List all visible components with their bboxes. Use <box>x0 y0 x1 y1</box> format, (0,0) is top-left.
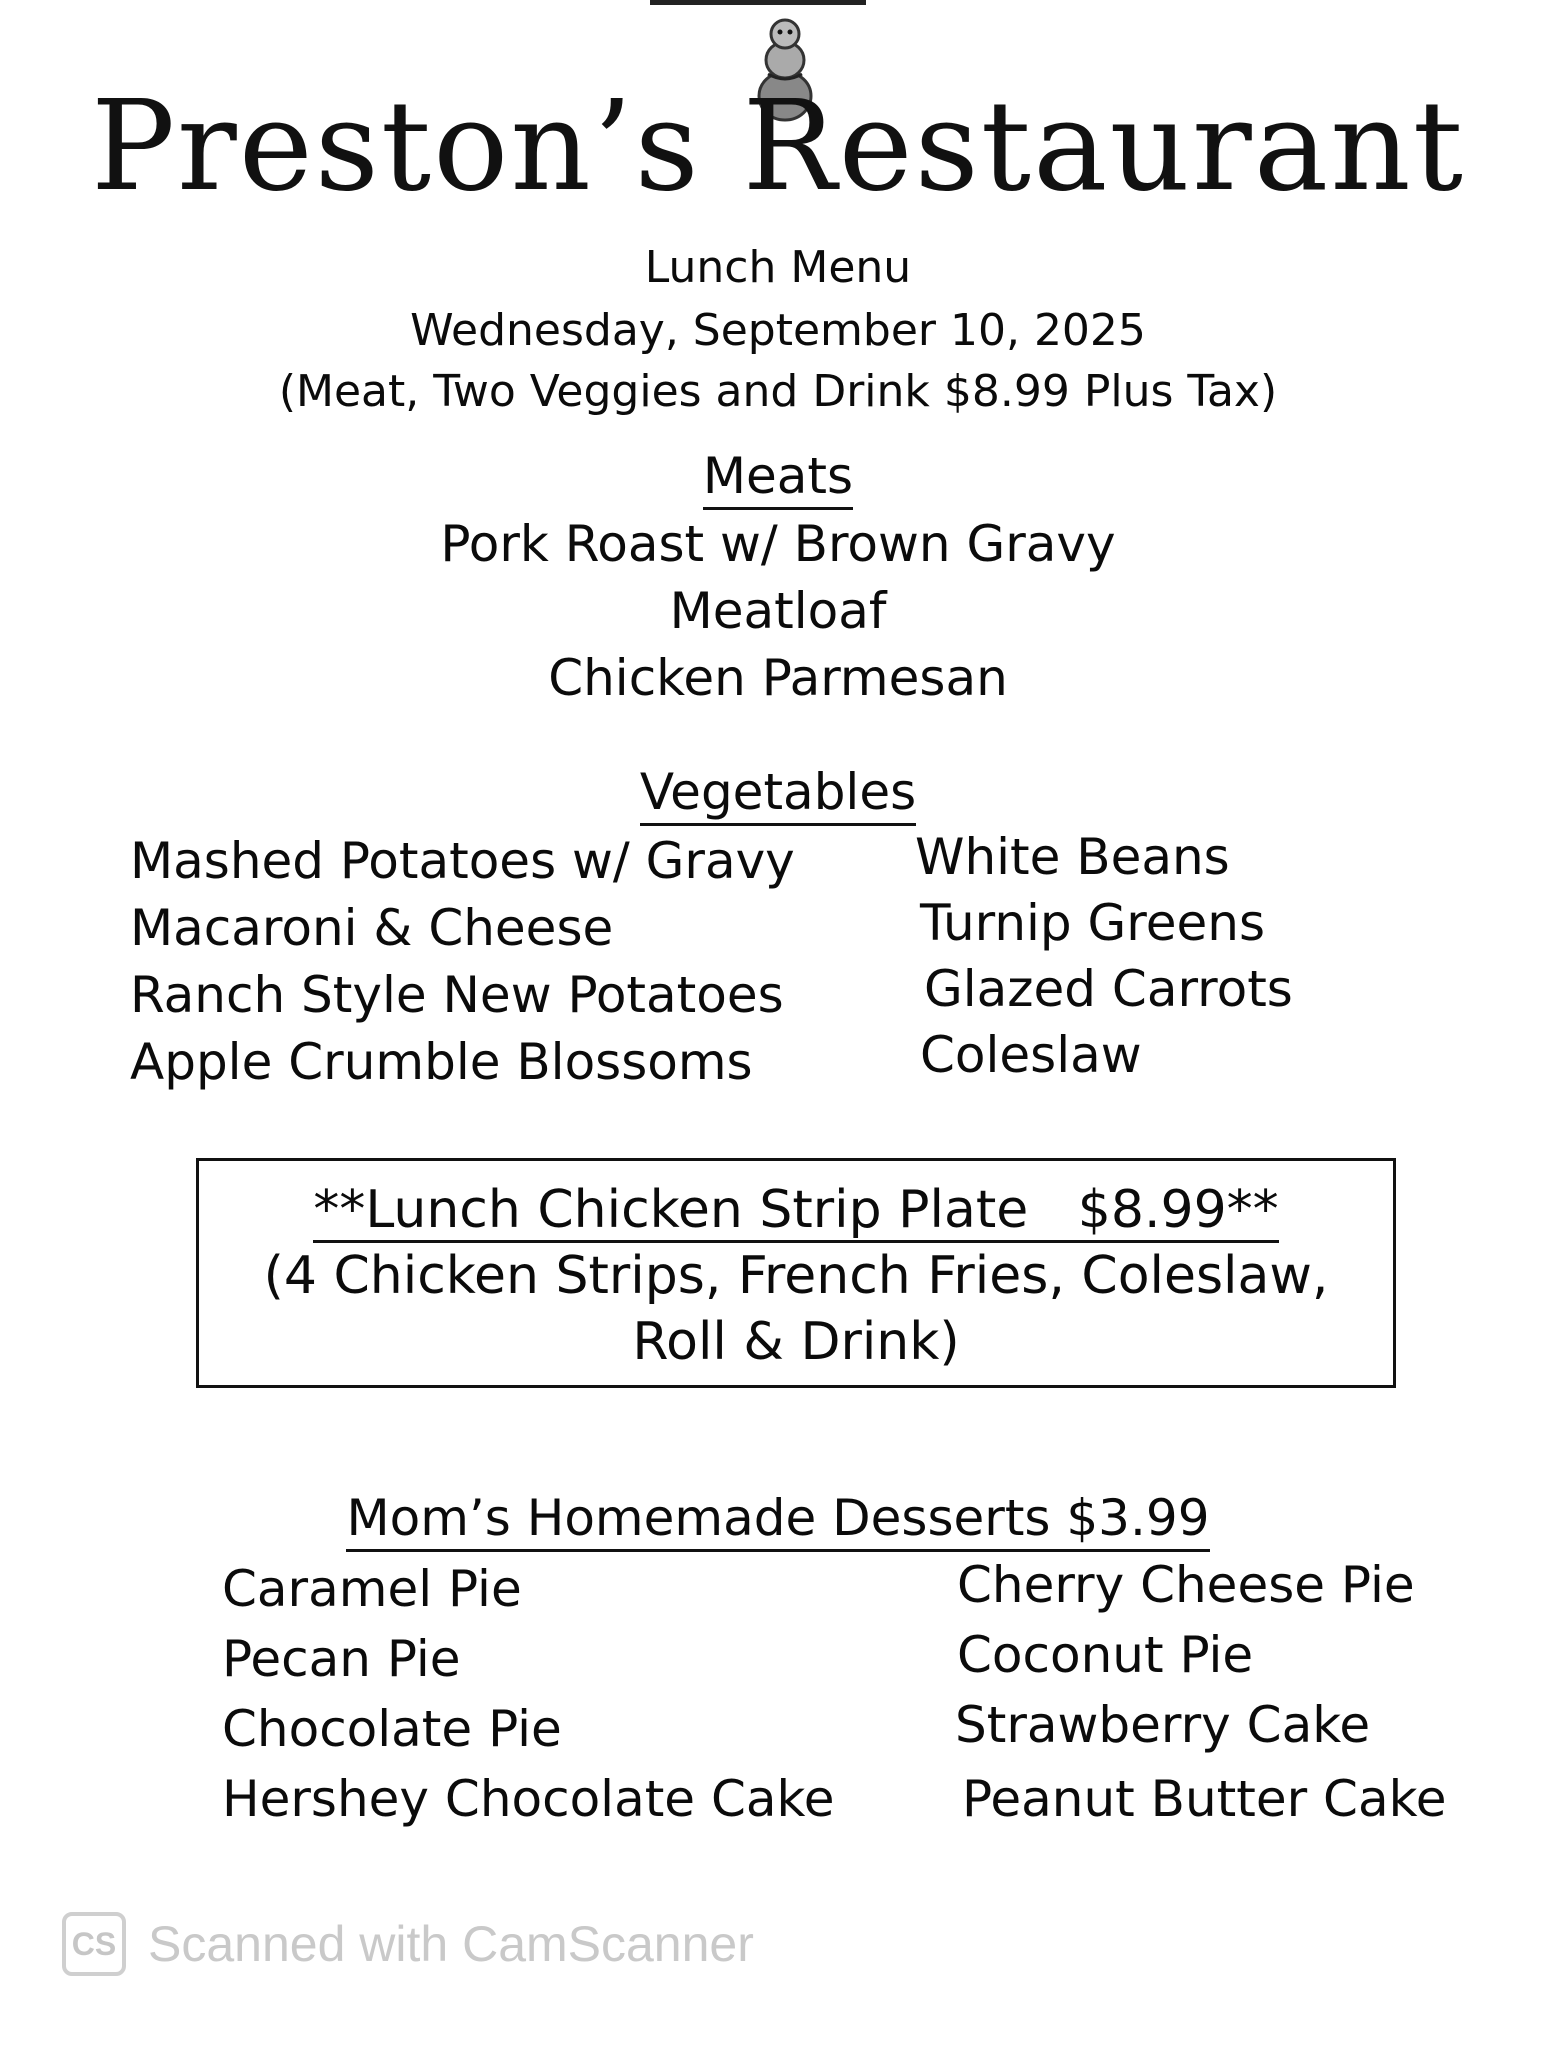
meat-item: Chicken Parmesan <box>548 649 1008 707</box>
vegetables-heading <box>0 762 1556 822</box>
dessert-item: Chocolate Pie <box>222 1700 562 1758</box>
menu-date: Wednesday, September 10, 2025 <box>410 305 1146 356</box>
restaurant-name: Preston’s Restaurant <box>90 74 1466 219</box>
vegetable-item: White Beans <box>915 828 1230 886</box>
meat-item: Meatloaf <box>669 582 887 640</box>
menu-title: Lunch Menu <box>644 242 912 293</box>
meats-heading-text: Meats <box>703 447 853 510</box>
vegetable-item: Coleslaw <box>920 1026 1142 1084</box>
camscanner-watermark <box>62 1912 754 1976</box>
vegetable-item: Apple Crumble Blossoms <box>130 1033 753 1091</box>
chicken-strip-special-box <box>196 1158 1396 1388</box>
dessert-item: Caramel Pie <box>222 1560 522 1618</box>
special-title <box>199 1179 1393 1241</box>
vegetable-item: Macaroni & Cheese <box>130 899 614 957</box>
vegetables-heading-text: Vegetables <box>640 763 916 826</box>
special-description: (4 Chicken Strips, French Fries, Coleslaw, Roll & Drink) <box>263 1246 1329 1372</box>
dessert-item: Peanut Butter Cake <box>962 1770 1447 1828</box>
top-edge-mark <box>650 0 866 5</box>
dessert-item: Cherry Cheese Pie <box>957 1556 1415 1614</box>
vegetable-item: Glazed Carrots <box>924 960 1293 1018</box>
combo-deal-note: (Meat, Two Veggies and Drink $8.99 Plus Tax) <box>278 366 1278 417</box>
meat-item: Pork Roast w/ Brown Gravy <box>440 515 1116 573</box>
vegetable-item: Ranch Style New Potatoes <box>130 966 784 1024</box>
vegetable-item: Mashed Potatoes w/ Gravy <box>130 832 795 890</box>
dessert-item: Strawberry Cake <box>955 1696 1371 1754</box>
desserts-heading <box>0 1488 1556 1548</box>
special-title-text: **Lunch Chicken Strip Plate $8.99** <box>313 1180 1278 1243</box>
desserts-heading-text: Mom’s Homemade Desserts $3.99 <box>346 1489 1209 1552</box>
meats-heading <box>0 446 1556 506</box>
dessert-item: Coconut Pie <box>957 1626 1254 1684</box>
camscanner-logo-icon: CS <box>62 1912 126 1976</box>
dessert-item: Pecan Pie <box>222 1630 461 1688</box>
watermark-text: Scanned with CamScanner <box>148 1916 754 1972</box>
vegetable-item: Turnip Greens <box>920 894 1265 952</box>
dessert-item: Hershey Chocolate Cake <box>222 1770 835 1828</box>
